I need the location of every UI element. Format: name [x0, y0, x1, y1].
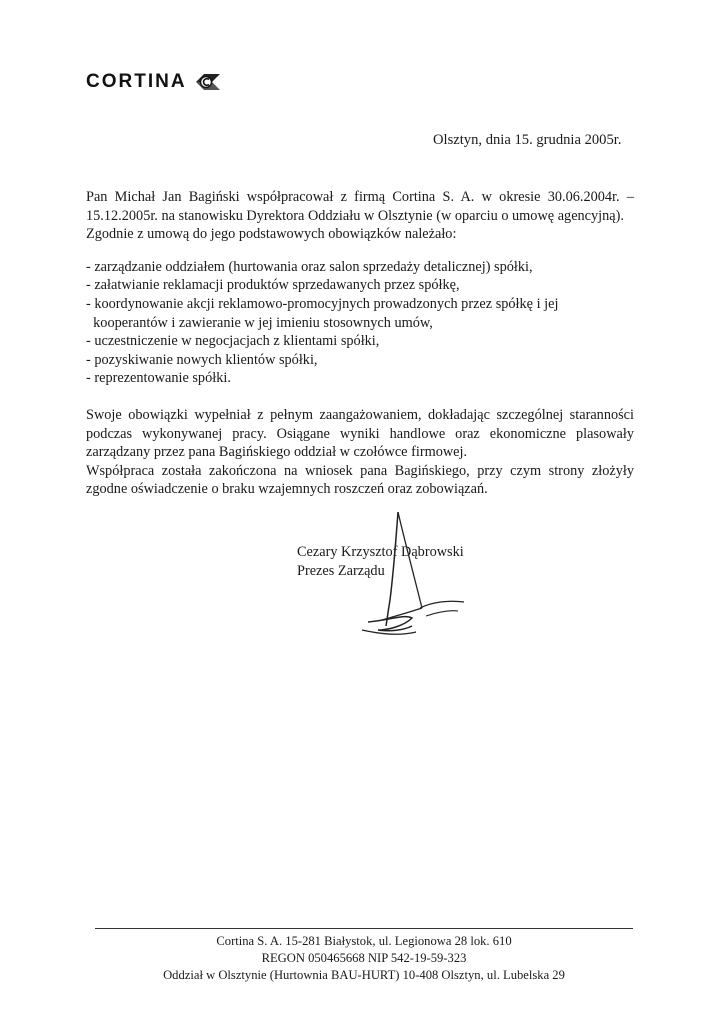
footer-registration: REGON 050465668 NIP 542-19-59-323 [261, 951, 467, 965]
list-item: - uczestniczenie w negocjacjach z klientami spółki, [86, 333, 380, 350]
signatory-name: Cezary Krzysztof Dąbrowski [297, 544, 464, 560]
footer-address: Cortina S. A. 15-281 Białystok, ul. Legionowa 28 lok. 610 [216, 934, 512, 948]
footer [95, 933, 633, 984]
list-item: kooperantów i zawieranie w jej imieniu stosownych umów, [86, 314, 433, 331]
list-item: - załatwianie reklamacji produktów sprzedawanych przez spółkę, [86, 277, 460, 294]
logo-mark-icon [190, 71, 226, 93]
footer-branch: Oddział w Olsztynie (Hurtownia BAU-HURT) 10-408 Olsztyn, ul. Lubelska 29 [163, 968, 565, 982]
intro-paragraph: Pan Michał Jan Bagiński współpracował z firmą Cortina S. A. w okresie 30.06.2004r. – 15.12.2005r. na stanowisku Dyrektora Oddziału w Olsztynie (w oparciu o umowę agencyjną). [86, 189, 634, 224]
letter-body [86, 188, 634, 499]
list-item: - pozyskiwanie nowych klientów spółki, [86, 351, 318, 368]
performance-paragraph: Swoje obowiązki wypełniał z pełnym zaangażowaniem, dokładając szczególnej staranności podczas wykonywanej pracy. Osiągane wyniki handlowe oraz ekonomiczne plasowały zarządzany przez pana Bagińskiego oddział w czołówce firmowej. [86, 406, 634, 461]
signatory-title: Prezes Zarządu [297, 562, 385, 579]
footer-divider [95, 928, 633, 929]
duties-intro: Zgodnie z umową do jego podstawowych obowiązków należało: [86, 226, 457, 243]
handwritten-signature-icon [360, 508, 470, 646]
logo-text: CORTINA [86, 71, 187, 92]
list-item: - reprezentowanie spółki. [86, 370, 231, 387]
letter-date: Olsztyn, dnia 15. grudnia 2005r. [433, 132, 622, 148]
company-logo [86, 70, 226, 94]
termination-paragraph: Współpraca została zakończona na wniosek pana Bagińskiego, przy czym strony złożyły zgodne oświadczenie o braku wzajemnych roszczeń oraz zobowiązań. [86, 462, 634, 498]
duties-list [86, 258, 634, 388]
list-item: - koordynowanie akcji reklamowo-promocyjnych prowadzonych przez spółkę i jej [86, 295, 559, 312]
list-item: - zarządzanie oddziałem (hurtowania oraz salon sprzedaży detalicznej) spółki, [86, 258, 533, 275]
